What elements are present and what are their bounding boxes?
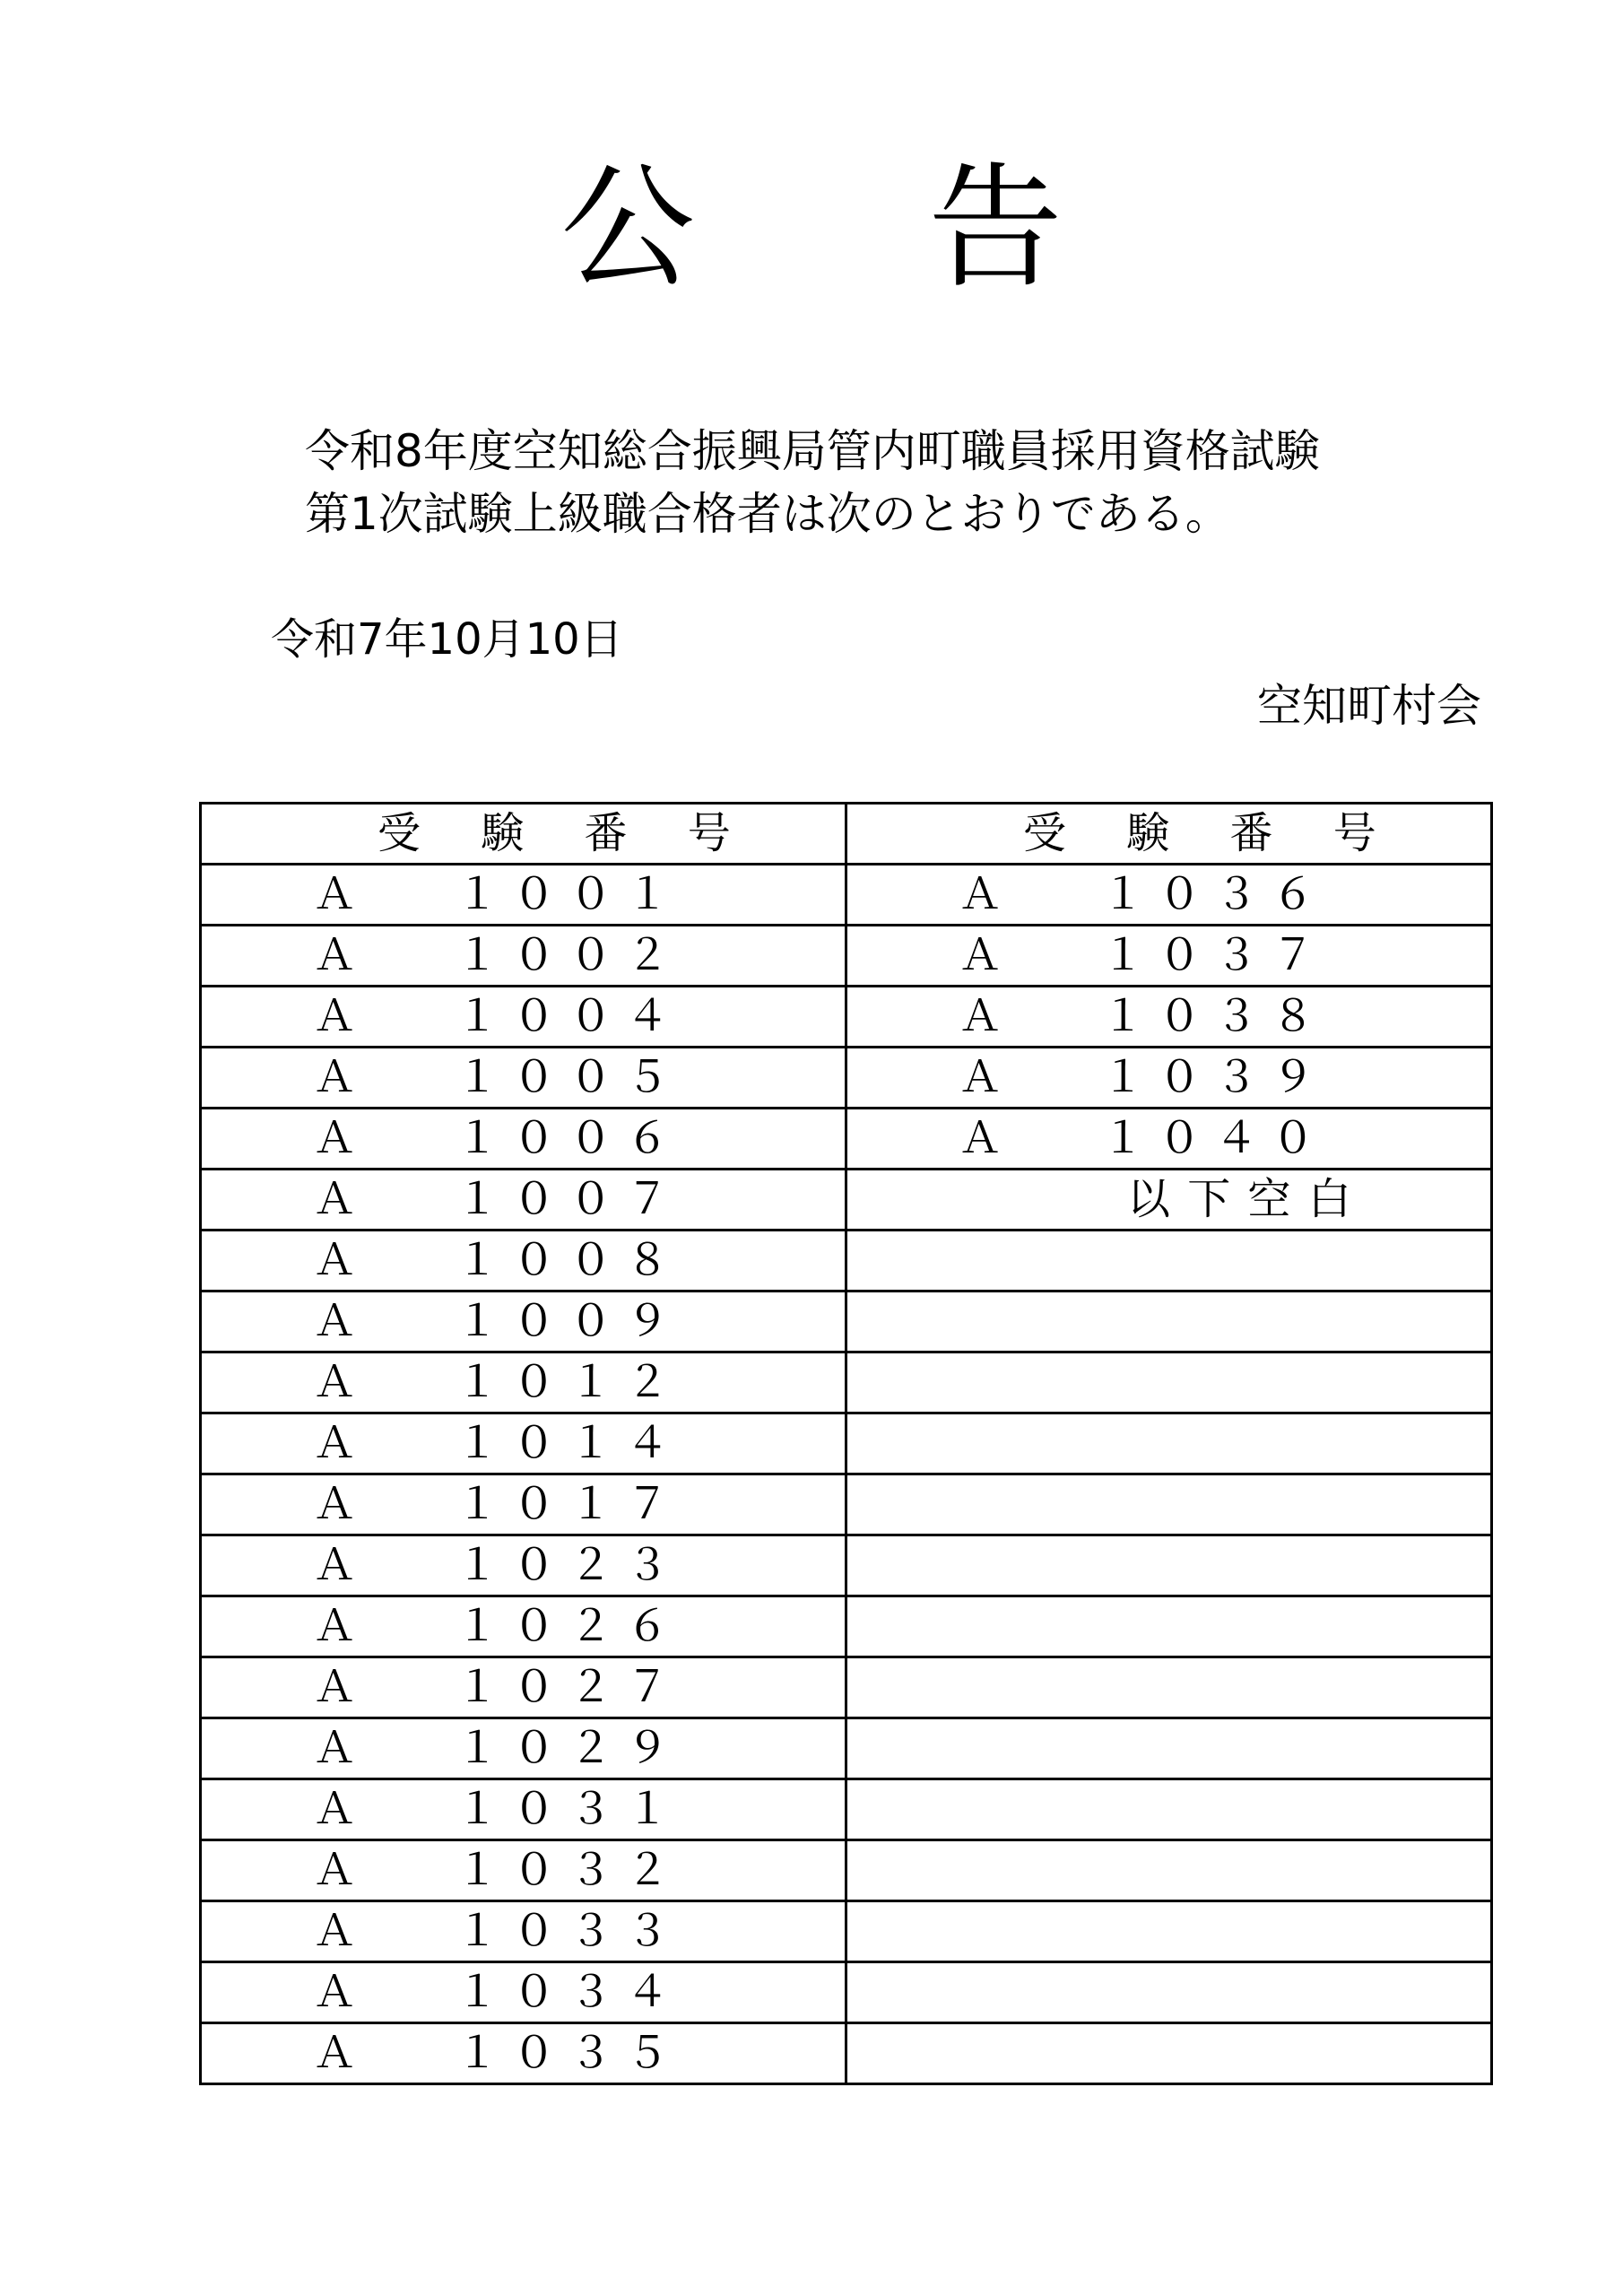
examinee-number-left: Ａ １ ０ ３ ５: [201, 2023, 846, 2084]
table-row: [201, 1231, 1492, 1292]
examinee-number-right: [846, 1231, 1492, 1292]
table-row: [201, 926, 1492, 987]
announcement-line-2: 第1次試験上級職合格者は次のとおりである。: [305, 488, 1230, 540]
examinee-number-right: [846, 1962, 1492, 2023]
header-left: 受 験 番 号: [201, 804, 846, 865]
examinee-number-right: Ａ １ ０ ３ ９: [846, 1048, 1492, 1109]
table-row: [201, 1779, 1492, 1840]
examinee-number-left: Ａ １ ０ ０ ７: [201, 1170, 846, 1231]
examinee-number-left: Ａ １ ０ ２ ６: [201, 1596, 846, 1657]
examinee-number-left: Ａ １ ０ ０ ８: [201, 1231, 846, 1292]
table-row: [201, 865, 1492, 926]
notice-title: 公告: [560, 151, 1296, 307]
table-row: [201, 1535, 1492, 1596]
examinee-number-left: Ａ １ ０ ２ ３: [201, 1535, 846, 1596]
table-row: [201, 1718, 1492, 1779]
table-row: [201, 1048, 1492, 1109]
table-row: [201, 1292, 1492, 1352]
issuer-name: 空知町村会: [1257, 680, 1481, 732]
examinee-number-left: Ａ １ ０ ０ １: [201, 865, 846, 926]
table-row: [201, 1840, 1492, 1901]
examinee-number-table: [199, 802, 1493, 2085]
examinee-number-right: [846, 1596, 1492, 1657]
examinee-number-left: Ａ １ ０ ０ ９: [201, 1292, 846, 1352]
examinee-number-left: Ａ １ ０ １ ２: [201, 1352, 846, 1413]
table-row: [201, 987, 1492, 1048]
examinee-number-right: Ａ １ ０ ３ ６: [846, 865, 1492, 926]
examinee-number-left: Ａ １ ０ ０ ５: [201, 1048, 846, 1109]
examinee-number-left: Ａ １ ０ ２ ９: [201, 1718, 846, 1779]
examinee-number-right: Ａ １ ０ ３ ７: [846, 926, 1492, 987]
examinee-number-left: Ａ １ ０ ０ ４: [201, 987, 846, 1048]
table-header-row: [201, 804, 1492, 865]
announcement-text: [305, 420, 1320, 545]
table-row: [201, 1596, 1492, 1657]
table-row: [201, 1962, 1492, 2023]
table-row: [201, 1474, 1492, 1535]
examinee-number-right: [846, 1718, 1492, 1779]
table-row: [201, 1657, 1492, 1718]
examinee-number-right: [846, 1779, 1492, 1840]
table-row: [201, 1109, 1492, 1170]
table-row: [201, 1170, 1492, 1231]
examinee-number-right: [846, 1901, 1492, 1962]
examinee-number-right: [846, 1474, 1492, 1535]
table-row: [201, 1901, 1492, 1962]
examinee-number-right: [846, 1535, 1492, 1596]
announcement-line-1: 令和8年度空知総合振興局管内町職員採用資格試験: [305, 425, 1320, 477]
examinee-number-right: [846, 1292, 1492, 1352]
examinee-number-right: [846, 1840, 1492, 1901]
examinee-number-left: Ａ １ ０ ２ ７: [201, 1657, 846, 1718]
table-row: [201, 1413, 1492, 1474]
examinee-number-right: [846, 1413, 1492, 1474]
examinee-number-right: [846, 1657, 1492, 1718]
examinee-number-right: [846, 1352, 1492, 1413]
examinee-number-left: Ａ １ ０ １ ４: [201, 1413, 846, 1474]
examinee-number-right: [846, 2023, 1492, 2084]
table-row: [201, 1352, 1492, 1413]
examinee-number-left: Ａ １ ０ ０ ６: [201, 1109, 846, 1170]
examinee-number-left: Ａ １ ０ １ ７: [201, 1474, 846, 1535]
examinee-number-left: Ａ １ ０ ０ ２: [201, 926, 846, 987]
examinee-number-left: Ａ １ ０ ３ ４: [201, 1962, 846, 2023]
examinee-number-left: Ａ １ ０ ３ １: [201, 1779, 846, 1840]
table-row: [201, 2023, 1492, 2084]
examinee-number-left: Ａ １ ０ ３ ２: [201, 1840, 846, 1901]
examinee-number-right: Ａ １ ０ ３ ８: [846, 987, 1492, 1048]
notice-date: 令和7年10月10日: [271, 614, 623, 665]
header-right: 受 験 番 号: [846, 804, 1492, 865]
examinee-number-right: Ａ １ ０ ４ ０: [846, 1109, 1492, 1170]
examinee-number-left: Ａ １ ０ ３ ３: [201, 1901, 846, 1962]
blank-below-note: 以 下 空 白: [846, 1170, 1492, 1231]
